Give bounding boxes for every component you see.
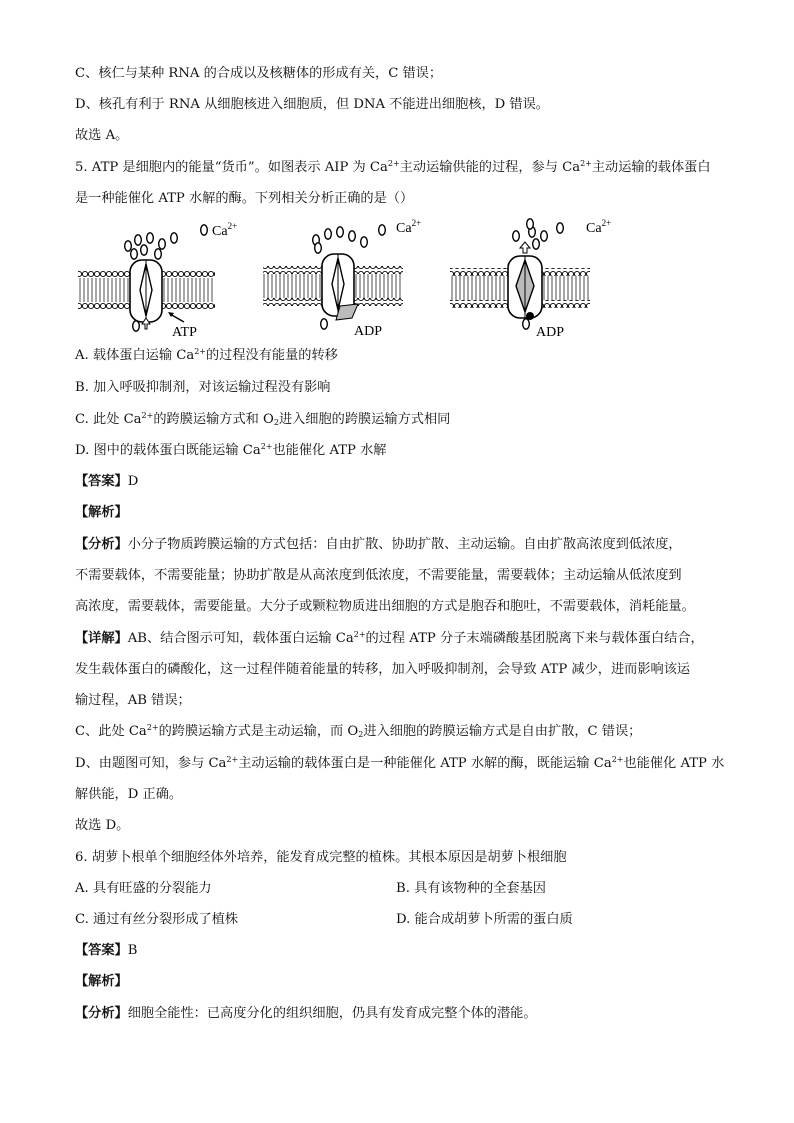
svg-text:ADP: ADP [536, 325, 565, 340]
option-b: B. 具有该物种的全套基因 [396, 881, 546, 896]
option-c: C. 通过有丝分裂形成了植株 [75, 912, 239, 927]
membrane-transport-figure [70, 214, 630, 344]
analysis-heading: 【解析】 [75, 505, 128, 520]
analysis-text: 不需要载体，不需要能量；协助扩散是从高浓度到低浓度，不需要能量，需要载体；主动运输从低浓度到 [75, 568, 682, 583]
answer-line: 【答案】B [75, 943, 138, 958]
analysis-text: 【分析】小分子物质跨膜运输的方式包括：自由扩散、协助扩散、主动运输。自由扩散高浓度到低浓度， [75, 537, 682, 552]
option-a: A. 载体蛋白运输 $Ca^{2+}$的过程没有能量的转移 [75, 347, 338, 363]
text-line: D、核孔有利于 RNA 从细胞核进入细胞质，但 DNA 不能进出细胞核，D 错误。 [75, 97, 549, 112]
detail-text: C、此处 $Ca^{2+}$的跨膜运输方式是主动运输，而 $O_2$进入细胞的跨膜运输方式是自由扩散，C 错误； [75, 723, 642, 739]
membrane-diagram-1 [78, 221, 237, 340]
svg-text:Ca2+: $Ca^{2+}$ [212, 221, 238, 239]
svg-text:ADP: ADP [354, 324, 383, 339]
option-b: B. 加入呼吸抑制剂，对该运输过程没有影响 [75, 380, 331, 395]
option-a: A. 具有旺盛的分裂能力 [75, 881, 212, 896]
text-line: C、核仁与某种 RNA 的合成以及核糖体的形成有关，C 错误； [75, 66, 443, 81]
svg-text:Ca2+: $Ca^{2+}$ [586, 218, 612, 236]
text-line: 故选 A。 [75, 128, 129, 143]
analysis-text: 【分析】细胞全能性：已高度分化的组织细胞，仍具有发育成完整个体的潜能。 [75, 1006, 537, 1021]
detail-text: 发生载体蛋白的磷酸化，这一过程伴随着能量的转移，加入呼吸抑制剂，会导致 ATP 减少，进而影响该运 [75, 662, 691, 677]
svg-text:ATP: ATP [172, 325, 197, 340]
option-d: D. 图中的载体蛋白既能运输 $Ca^{2+}$也能催化 ATP 水解 [75, 442, 387, 458]
detail-text: 【详解】AB、结合图示可知，载体蛋白运输 $Ca^{2+}$的过程 ATP 分子末端磷酸基团脱离下来与载体蛋白结合， [75, 630, 704, 646]
answer-line: 【答案】D [75, 474, 139, 489]
question-6-stem: 6. 胡萝卜根单个细胞经体外培养，能发育成完整的植株。其根本原因是胡萝卜根细胞 [75, 850, 567, 865]
question-5-stem-cont: 是一种能催化 ATP 水解的酶。下列相关分析正确的是（） [75, 191, 414, 206]
option-d: D. 能合成胡萝卜所需的蛋白质 [396, 912, 573, 927]
question-5-stem: 5. ATP 是细胞内的能量“货币”。如图表示 AIP 为 $Ca^{2+}$主动运输供能的过程，参与 $Ca^{2+}$主动运输的载体蛋白 [75, 159, 711, 175]
detail-text: 输过程，AB 错误； [75, 693, 191, 708]
membrane-diagram-2 [263, 218, 421, 339]
svg-text:Ca2+: $Ca^{2+}$ [396, 218, 422, 236]
choose-line: 故选 D。 [75, 818, 130, 833]
analysis-text: 高浓度，需要载体，需要能量。大分子或颗粒物质进出细胞的方式是胞吞和胞吐，不需要载体，消耗能量。 [75, 599, 695, 614]
detail-text: D、由题图可知，参与 $Ca^{2+}$主动运输的载体蛋白是一种能催化 ATP 水解的酶，既能运输 $Ca^{2+}$也能催化 ATP 水 [75, 755, 725, 771]
membrane-diagram-3 [450, 218, 611, 340]
analysis-heading: 【解析】 [75, 974, 128, 989]
detail-text: 解供能，D 正确。 [75, 787, 183, 802]
option-c: C. 此处 $Ca^{2+}$的跨膜运输方式和 $O_2$进入细胞的跨膜运输方式相同 [75, 411, 451, 427]
